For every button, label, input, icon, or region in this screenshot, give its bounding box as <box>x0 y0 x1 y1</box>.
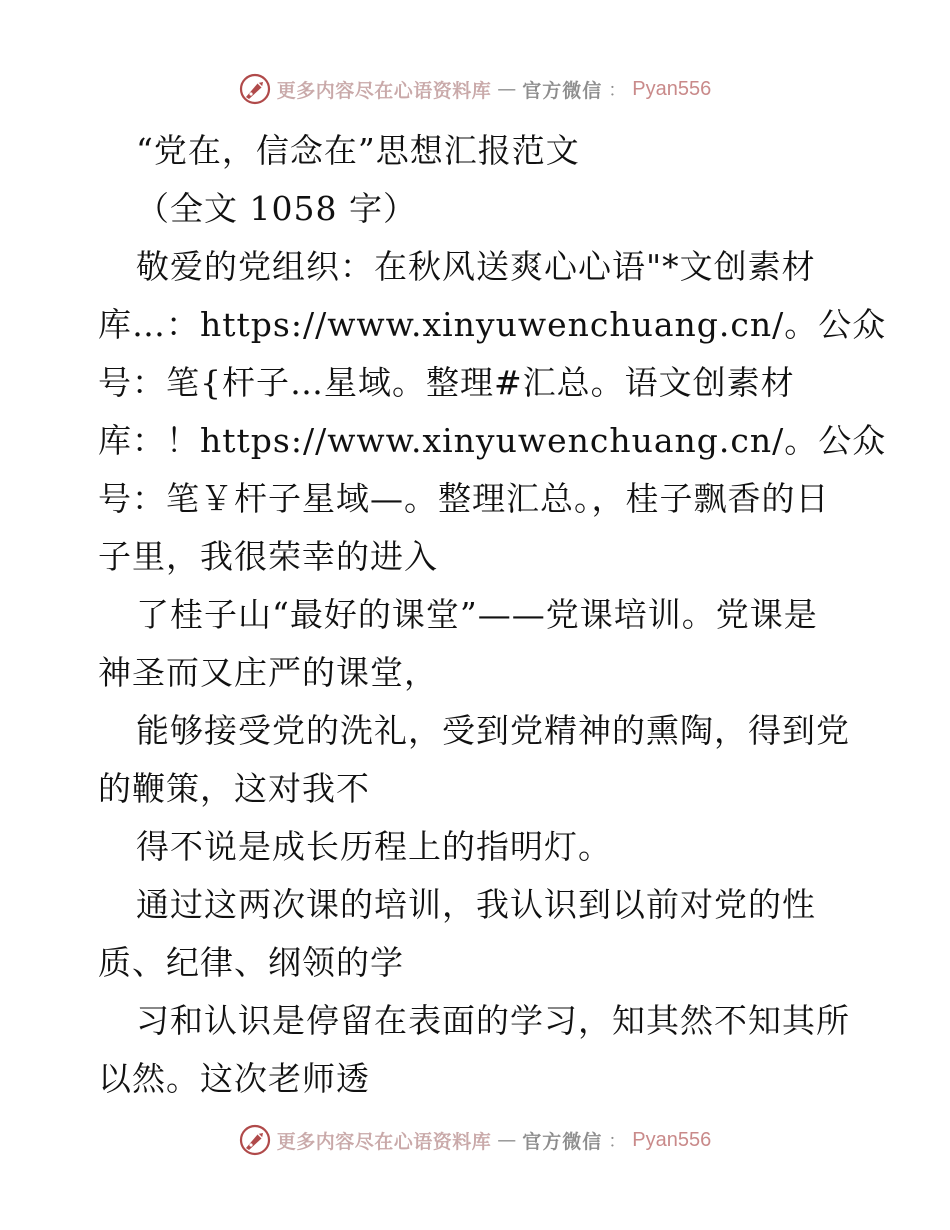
banner-wechat-id: Pyan556 <box>632 77 712 100</box>
banner-brand-text: 更多内容尽在心语资料库 <box>276 1130 492 1153</box>
text-line: 了桂子山“最好的课堂”——党课培训。党课是 <box>136 595 818 634</box>
header-banner <box>0 72 950 106</box>
footer-banner <box>0 1123 950 1157</box>
text-line: 号：笔￥杆子星域—。整理汇总。，桂子飘香的日 <box>98 479 830 518</box>
text-line: 库：！https://www.xinyuwenchuang.cn/。公众 <box>98 421 887 460</box>
text-line: 号：笔{杆子…星域。整理#汇总。语文创素材 <box>98 363 795 402</box>
banner-colon: ： <box>608 80 627 101</box>
banner-brand-text: 更多内容尽在心语资料库 <box>276 79 492 102</box>
text-line: 质、纪律、纲领的学 <box>98 943 404 982</box>
text-line: 得不说是成长历程上的指明灯。 <box>136 827 612 866</box>
document-body <box>98 122 887 1108</box>
banner-wechat-label: 官方微信 <box>522 1130 603 1153</box>
document-title: “党在，信念在”思想汇报范文 <box>136 131 580 170</box>
text-line: 库…：https://www.xinyuwenchuang.cn/。公众 <box>98 305 887 344</box>
paragraph-lines <box>98 238 887 1108</box>
banner-separator: — <box>497 1129 517 1151</box>
brand-logo-icon <box>239 1124 271 1156</box>
text-line: 神圣而又庄严的课堂， <box>98 653 438 692</box>
banner-separator: — <box>497 78 517 100</box>
banner-wechat-id: Pyan556 <box>632 1128 712 1151</box>
text-line: 的鞭策，这对我不 <box>98 769 370 808</box>
banner-colon: ： <box>608 1131 627 1152</box>
text-line: 能够接受党的洗礼，受到党精神的熏陶，得到党 <box>136 711 850 750</box>
text-line: 敬爱的党组织：在秋风送爽心心语"*文创素材 <box>136 247 816 286</box>
banner-wechat-label: 官方微信 <box>522 79 603 102</box>
text-line: 通过这两次课的培训，我认识到以前对党的性 <box>136 885 816 924</box>
text-line: 习和认识是停留在表面的学习，知其然不知其所 <box>136 1001 850 1040</box>
document-word-count: （全文 1058 字） <box>136 189 417 228</box>
brand-logo-icon <box>239 73 271 105</box>
text-line: 子里，我很荣幸的进入 <box>98 537 438 576</box>
text-line: 以然。这次老师透 <box>98 1059 370 1098</box>
